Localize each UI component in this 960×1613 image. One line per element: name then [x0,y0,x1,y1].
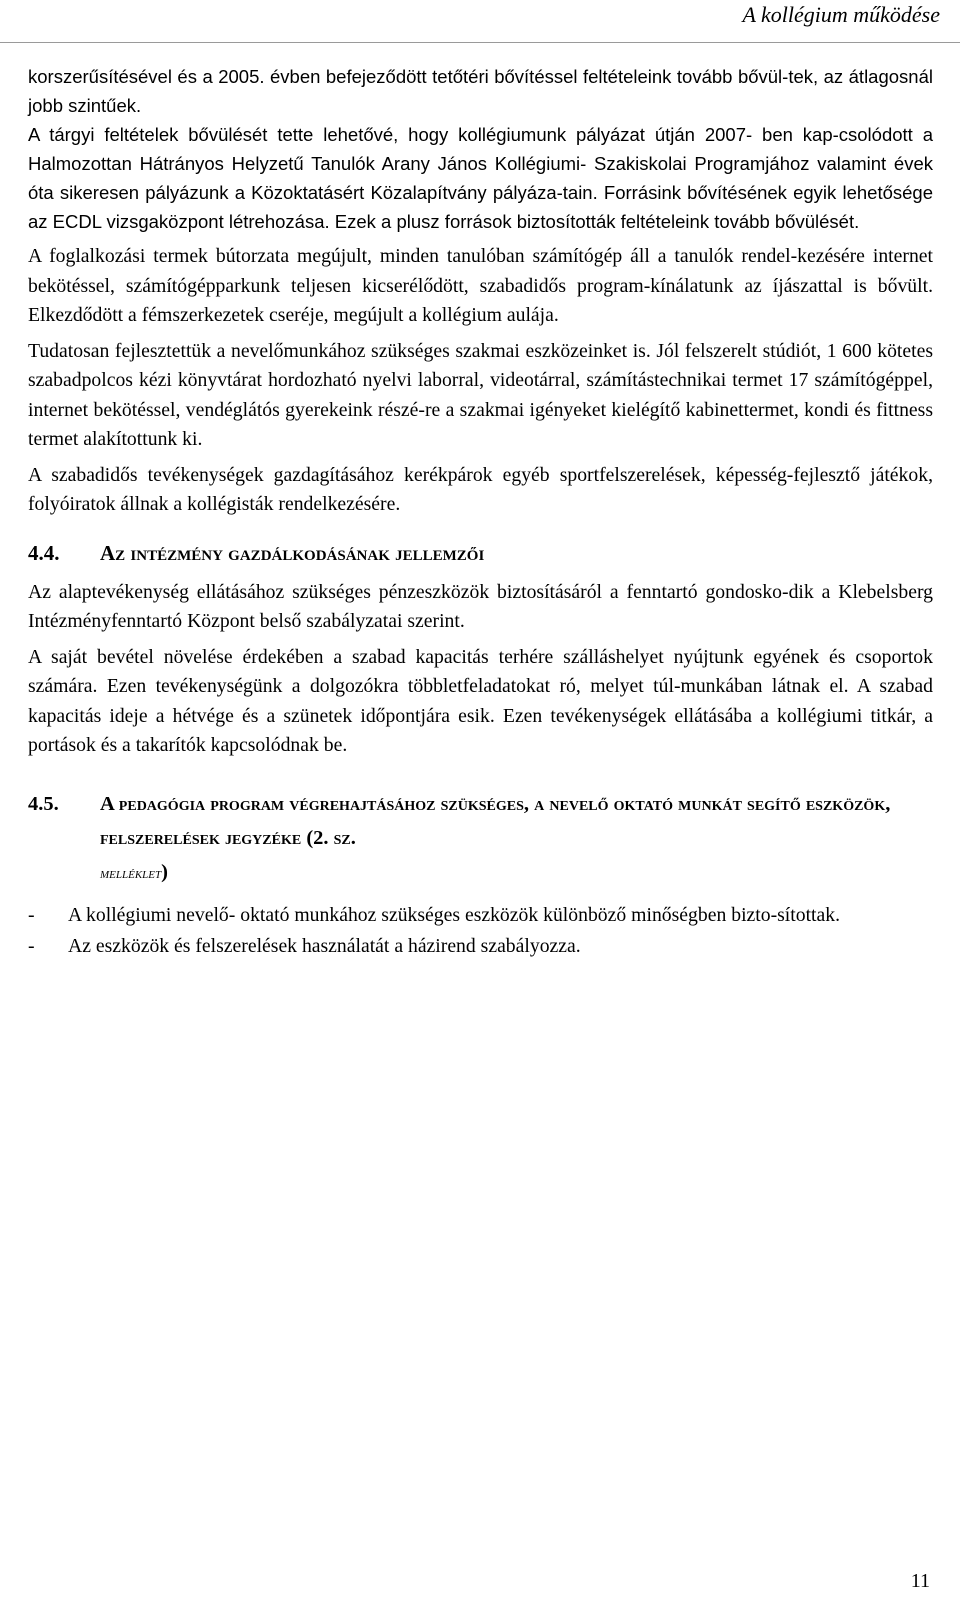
document-body [28,62,933,964]
paragraph-leisure: A szabadidős tevékenységek gazdagításához kerékpárok egyéb sportfelszerelések, képesség-fejlesztő játékok, folyóiratok állnak a kollégisták rendelkezésére. [28,463,933,515]
equipment-list [28,901,933,962]
page-number: 11 [910,1570,930,1592]
running-title: A kollégium működése [742,2,940,27]
title-close-paren: ) [161,860,168,883]
section-number: 4.4. [28,540,60,565]
paragraph-funding: Az alaptevékenység ellátásához szükséges pénzeszközök biztosításáról a fenntartó gondosko-dik a Klebelsberg Intézményfenntartó Központ belső szabályzatai szerint. [28,580,933,632]
list-item-text: Az eszközök és felszerelések használatát a házirend szabályozza. [68,935,581,957]
section-title: A pedagógia program végrehajtásához szükséges, a nevelő oktató munkát segítő eszközök, felszerelések jegyzéke (2. sz. [100,792,891,849]
section-heading-4-4 [28,538,933,568]
list-dash: - [28,903,35,926]
paragraph-renovation: korszerűsítésével és a 2005. évben befejeződött tetőtéri bővítéssel feltételeink tovább bővül-tek, az átlagosnál jobb szintűek. [28,66,933,116]
list-dash: - [28,935,35,957]
paragraph-rooms-serif: A foglalkozási termek bútorzata megújult, minden tanulóban számítógép áll a tanulók rendel-kezésére internet bekötéssel, számítógépparkunk teljesen kicserélődött, szabadidős program-kínálatunk az íjászattal is bővült. Elkezdődött a fémszerkezetek cseréje, megújult a kollégium aulája. [28,245,933,326]
list-item [28,932,933,962]
section-number: 4.5. [28,792,59,815]
section-title: Az intézmény gazdálkodásának jellemzői [100,540,485,565]
paragraph-own-income: A saját bevétel növelése érdekében a szabad kapacitás terhére szálláshelyet nyújtunk egyének és csoportok számára. Ezen tevékenységünk a dolgozókra többletfeladatokat ró, melyet túl-munkában látnak el. A szabad kapacitás ideje a hétvége és a szünetek időpontjára esik. Ezen tevékenységek ellátásába a kollégiumi titkár, a portások és a takarítók kapcsolódnak be. [28,645,933,756]
list-item [28,901,933,931]
section-title-wrapper [100,787,933,891]
section-heading-4-5 [28,787,933,891]
paragraph-equipment: Tudatosan fejlesztettük a nevelőmunkához szükséges szakmai eszközeinket is. Jól felszerelt stúdiót, 1 600 kötetes szabadpolcos kézi könyvtárat hordozható nyelvi laborral, videotárral, számítástechnikai termet 17 számítógéppel, internet bekötéssel, vendéglátós gyerekeink részé-re a szakmai igényeket kielégítő kabinettermet, kondi és fittness termet alakítottunk ki. [28,339,933,450]
appendix-label: melléklet [100,864,162,882]
list-item-text: A kollégiumi nevelő- oktató munkához szükséges eszközök különböző minőségben bizto-sítottak. [68,903,841,926]
paragraph-material-conditions: A tárgyi feltételek bővülését tette lehetővé, hogy kollégiumunk pályázat útján 2007- ben kap-csolódott a Halmozottan Hátrányos Helyzetű Tanulók Arany János Kollégiumi- Szakiskolai Programjához valamint évek óta sikeresen pályázunk a Közoktatásért Közalapítvány pályáza-tain. Forrásink bővítésének egyik lehetősége az ECDL vizsgaközpont létrehozása. Ezek a plusz források biztosították feltételeink tovább bővülését. [28,124,933,232]
page-header [0,0,960,43]
